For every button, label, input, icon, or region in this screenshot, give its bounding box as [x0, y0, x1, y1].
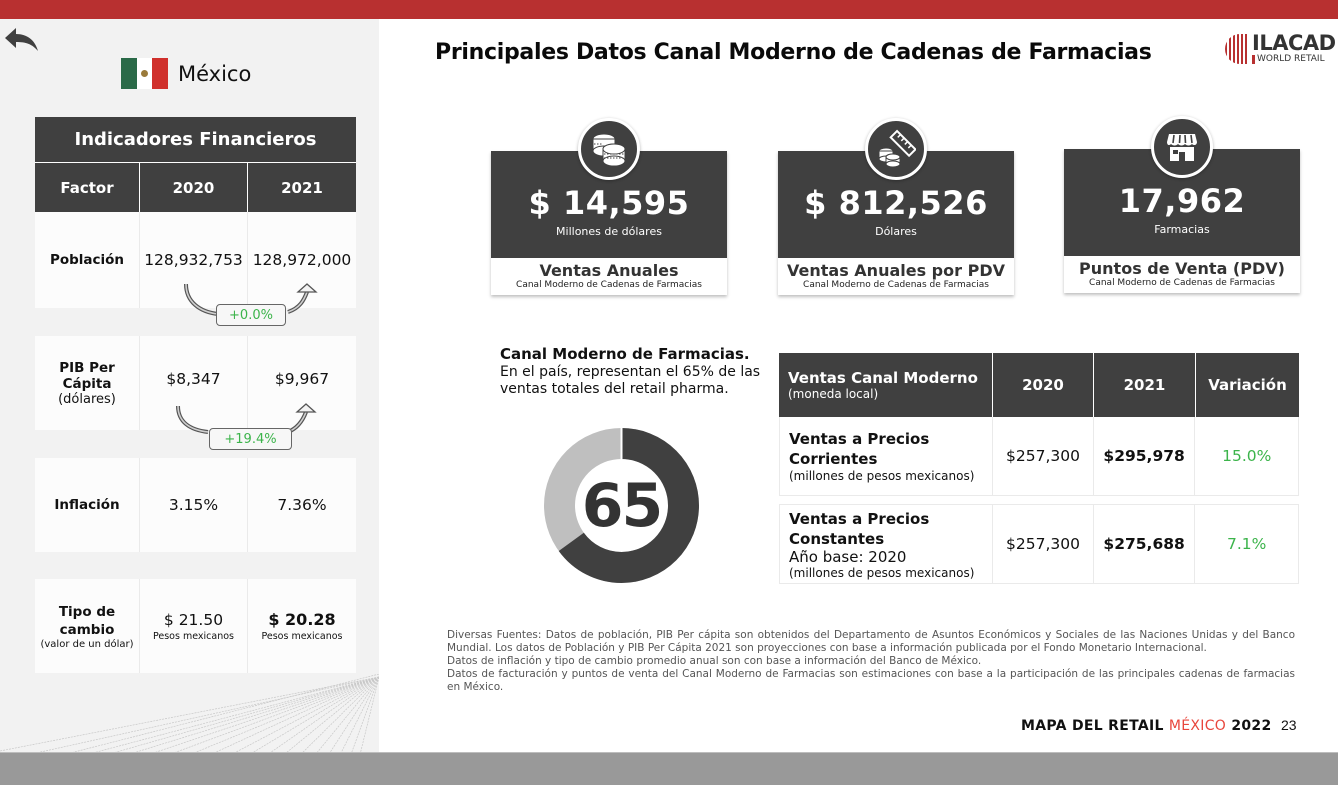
country-name: México: [178, 61, 252, 86]
kpi-card-ventas-pdv: [778, 151, 1014, 295]
variation-value: 15.0%: [1222, 447, 1272, 465]
header-2020: 2020: [140, 163, 248, 212]
logo-bars-icon: [1225, 34, 1249, 64]
kpi-card-puntos-venta: [1064, 149, 1300, 293]
kpi-value: $ 812,526: [804, 184, 988, 222]
value-2021: $ 20.28: [268, 610, 336, 629]
value-2020: $257,300: [1006, 535, 1080, 553]
row-base-year: Año base: 2020: [789, 547, 907, 566]
row-label: Inflación: [54, 497, 120, 513]
value-2020-unit: Pesos mexicanos: [153, 630, 234, 642]
value-2021-unit: Pesos mexicanos: [261, 631, 343, 642]
footer-brand-name: MAPA DEL RETAIL: [1021, 718, 1164, 734]
footnote-line: Datos de facturación y puntos de venta del Canal Moderno de Farmacias son estimaciones con base a la participación de las principales cadenas de farmacias en México.: [447, 668, 1295, 693]
coins-ruler-icon: [865, 118, 927, 180]
top-accent-bar: [0, 0, 1338, 19]
row-label: Ventas a Precios Corrientes: [789, 430, 930, 468]
sales-table: [779, 353, 1299, 584]
undo-arrow-icon[interactable]: [3, 26, 39, 52]
coins-icon: [578, 118, 640, 180]
logo-name: ILACAD: [1252, 31, 1336, 55]
decorative-perspective-lines: [0, 674, 379, 752]
page-title: Principales Datos Canal Moderno de Cadenas de Farmacias: [435, 40, 1152, 65]
footnote-line: Datos de inflación y tipo de cambio promedio anual son con base a información del Banco de México.: [447, 655, 982, 667]
kpi-label: Puntos de Venta (PDV): [1079, 259, 1285, 278]
value-2020: 128,932,753: [144, 251, 243, 269]
value-2021: 128,972,000: [252, 251, 352, 269]
value-2021: $9,967: [274, 370, 330, 388]
header-subtitle: (moneda local): [788, 387, 879, 401]
variation-value: 7.1%: [1227, 535, 1267, 553]
header-2021: 2021: [1094, 353, 1196, 417]
row-sublabel: (dólares): [58, 391, 116, 407]
footer-brand-country: MÉXICO: [1168, 718, 1227, 734]
variation-badge-pib: +19.4%: [209, 428, 292, 450]
donut-title: Canal Moderno de Farmacias.: [500, 345, 750, 363]
sales-table-header: [779, 353, 1299, 417]
row-label: PIB Per Cápita: [59, 359, 115, 392]
row-sublabel: (valor de un dólar): [40, 638, 134, 650]
value-2021: 7.36%: [277, 496, 327, 514]
value-2020: $257,300: [1006, 447, 1080, 465]
value-2021: $275,688: [1103, 535, 1185, 553]
ilacad-logo: [1225, 33, 1336, 64]
bottom-bar: [0, 752, 1338, 785]
kpi-sublabel: Canal Moderno de Cadenas de Farmacias: [1089, 277, 1275, 288]
table-row-precios-corrientes: [779, 417, 1299, 496]
table-header: [35, 163, 356, 212]
kpi-sublabel: Canal Moderno de Cadenas de Farmacias: [516, 279, 702, 290]
value-2020: 3.15%: [168, 496, 219, 514]
value-2020: $ 21.50: [163, 610, 224, 629]
logo-tagline: WORLD RETAIL: [1252, 55, 1336, 64]
value-2020: $8,347: [166, 370, 221, 388]
table-row-tipo-cambio: [35, 579, 356, 673]
donut-center-value: 65: [581, 470, 662, 541]
row-label: Tipo de cambio: [58, 603, 116, 638]
header-factor: Factor: [35, 163, 140, 212]
footer-brand: [1021, 718, 1272, 734]
kpi-value: $ 14,595: [528, 184, 690, 222]
table-row-inflacion: [35, 458, 356, 552]
header-2020: 2020: [993, 353, 1094, 417]
sources-footnote: [447, 629, 1295, 694]
value-2021: $295,978: [1103, 447, 1185, 465]
header-variacion: Variación: [1208, 376, 1287, 394]
kpi-label: Ventas Anuales: [539, 261, 679, 280]
kpi-unit: Millones de dólares: [556, 225, 662, 238]
kpi-card-ventas-anuales: [491, 151, 727, 295]
table-title: Indicadores Financieros: [35, 117, 356, 163]
kpi-sublabel: Canal Moderno de Cadenas de Farmacias: [803, 279, 989, 290]
kpi-label: Ventas Anuales por PDV: [787, 261, 1005, 280]
header-2021: 2021: [281, 178, 323, 197]
row-sublabel: (millones de pesos mexicanos): [789, 469, 975, 483]
table-row-precios-constantes: [779, 504, 1299, 584]
mexico-flag-icon: [121, 58, 168, 89]
country-header: [121, 58, 251, 89]
header-title: Ventas Canal Moderno: [788, 369, 978, 387]
kpi-unit: Dólares: [875, 225, 917, 238]
donut-description: En el país, representan el 65% de las ventas totales del retail pharma.: [500, 364, 761, 397]
row-sublabel: (millones de pesos mexicanos): [789, 565, 975, 580]
row-label: Ventas a Precios Constantes: [789, 509, 930, 548]
kpi-unit: Farmacias: [1154, 223, 1210, 236]
row-label: Población: [49, 252, 125, 268]
store-icon: [1151, 116, 1213, 178]
footnote-line: Diversas Fuentes: Datos de población, PIB Per cápita son obtenidos del Departamento de Asuntos Económicos y Sociales de las Naciones Unidas y del Banco Mundial. Los datos de Población y PIB Per Cápita 2021 son proyecciones con base a información publicada por el Fondo Monetario Internacional.: [447, 629, 1295, 654]
variation-badge-poblacion: +0.0%: [216, 304, 286, 326]
page-number: 23: [1281, 717, 1297, 733]
kpi-value: 17,962: [1118, 182, 1246, 220]
footer-brand-year: 2022: [1231, 718, 1272, 734]
